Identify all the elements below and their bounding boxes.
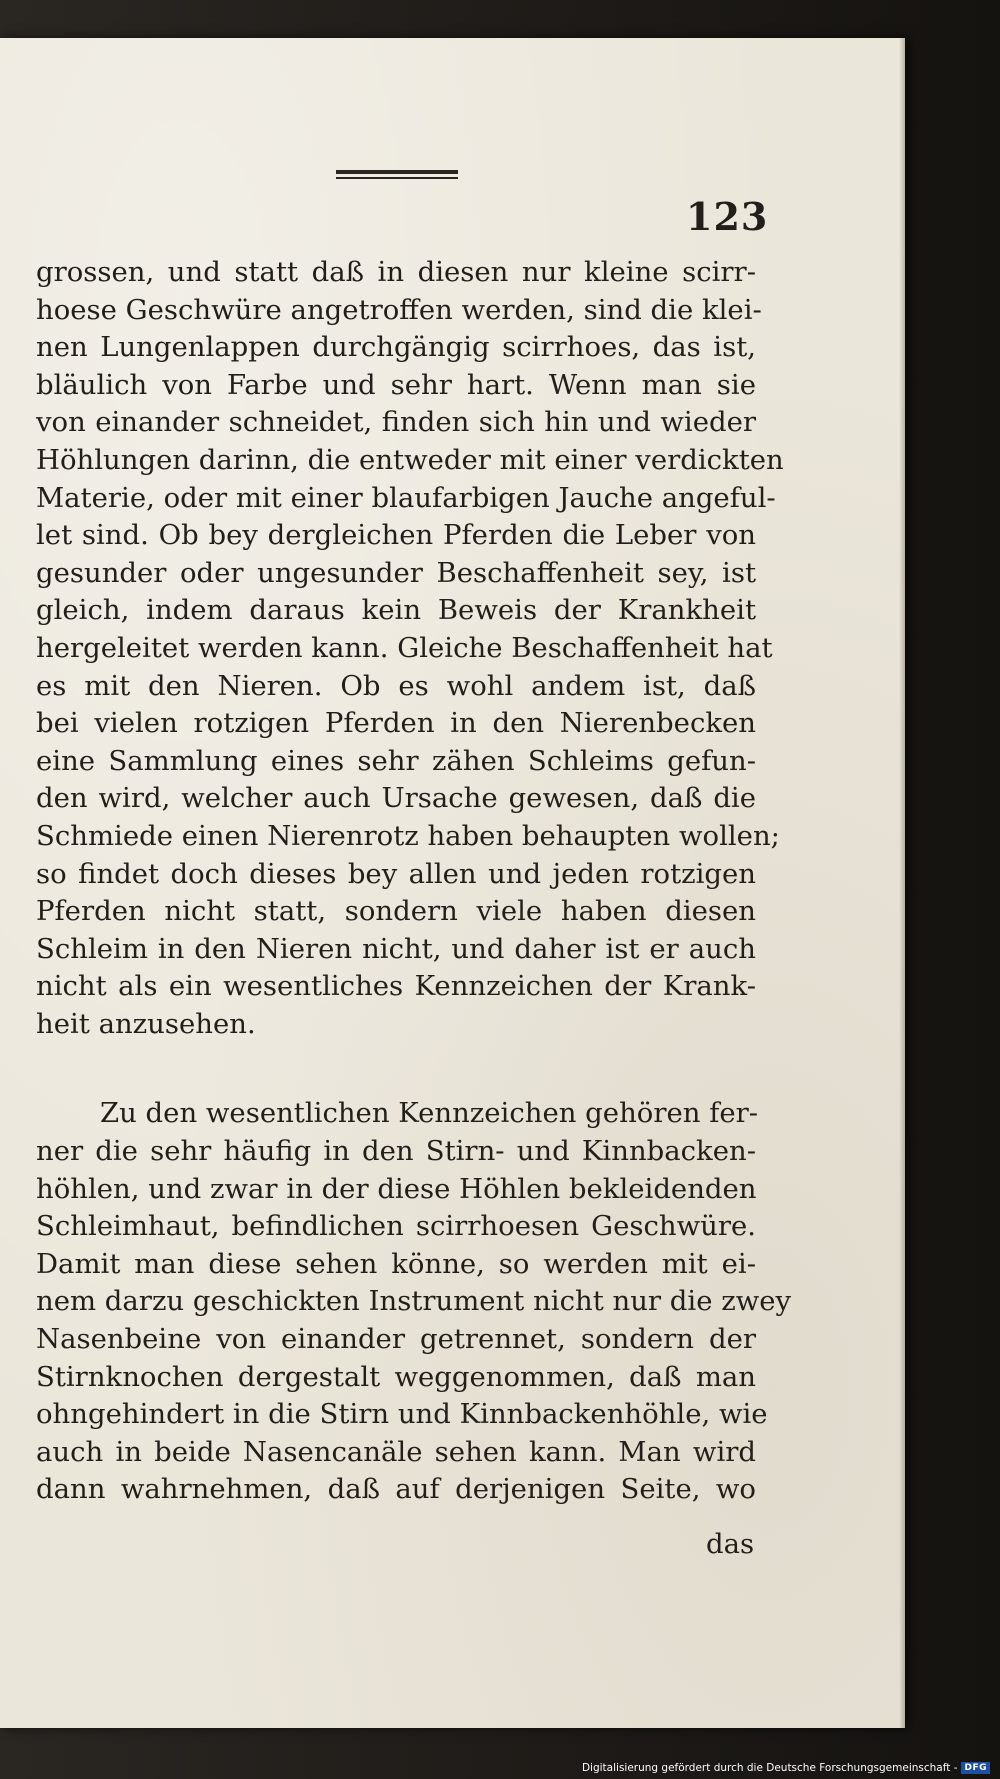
- text-line: Damit man diese sehen könne, so werden mit ei-: [36, 1247, 756, 1280]
- digitization-credit: [582, 1760, 990, 1776]
- text-line: nen Lungenlappen durchgängig scirrhoes, das ist,: [36, 331, 756, 364]
- header-rule-thin: [336, 177, 458, 179]
- text-line: hergeleitet werden kann. Gleiche Beschaffenheit hat: [36, 631, 773, 664]
- header-rule-thick: [336, 170, 458, 174]
- paragraph-2: [36, 1095, 792, 1509]
- page-edge-shadow: [899, 38, 905, 1728]
- text-line: ohngehindert in die Stirn und Kinnbackenhöhle, wie: [36, 1398, 768, 1431]
- text-line: Nasenbeine von einander getrennet, sondern der: [36, 1323, 756, 1356]
- paragraph-gap: [36, 1043, 756, 1095]
- text-line: Stirnknochen dergestalt weggenommen, daß man: [36, 1360, 756, 1393]
- book-page: [0, 38, 905, 1728]
- text-line: höhlen, und zwar in der diese Höhlen bekleidenden: [36, 1172, 757, 1205]
- text-line: hoese Geschwüre angetroffen werden, sind die klei-: [36, 293, 762, 326]
- text-line: dann wahrnehmen, daß auf derjenigen Seite, wo: [36, 1473, 756, 1506]
- text-line: von einander schneidet, finden sich hin und wieder: [36, 406, 756, 439]
- text-line: gleich, indem daraus kein Beweis der Krankheit: [36, 594, 756, 627]
- text-line: bläulich von Farbe und sehr hart. Wenn man sie: [36, 368, 756, 401]
- text-line: Höhlungen darinn, die entweder mit einer verdickten: [36, 443, 784, 476]
- text-line: Materie, oder mit einer blaufarbigen Jauche angeful-: [36, 481, 776, 514]
- text-line: bei vielen rotzigen Pferden in den Nierenbecken: [36, 707, 756, 740]
- text-line: Zu den wesentlichen Kennzeichen gehören fer-: [100, 1097, 759, 1130]
- text-line: den wird, welcher auch Ursache gewesen, daß die: [36, 782, 756, 815]
- text-line: grossen, und statt daß in diesen nur kleine scirr-: [36, 256, 756, 288]
- text-line: so findet doch dieses bey allen und jeden rotzigen: [36, 857, 756, 890]
- header-ornament-rule: [336, 170, 458, 181]
- credit-text: Digitalisierung gefördert durch die Deutsche Forschungsgemeinschaft -: [581, 1762, 958, 1774]
- text-line: eine Sammlung eines sehr zähen Schleims gefun-: [36, 744, 756, 777]
- text-line: Schleimhaut, befindlichen scirrhoesen Geschwüre.: [36, 1210, 756, 1243]
- dfg-logo: DFG: [961, 1762, 990, 1774]
- page-number: 123: [686, 194, 769, 239]
- text-line: nem darzu geschickten Instrument nicht nur die zwey: [36, 1285, 792, 1318]
- text-line: Pferden nicht statt, sondern viele haben diesen: [36, 895, 756, 928]
- text-line: gesunder oder ungesunder Beschaffenheit sey, ist: [36, 556, 756, 589]
- text-line: nicht als ein wesentliches Kennzeichen der Krank-: [36, 970, 756, 1003]
- text-line: heit anzusehen.: [36, 1007, 256, 1040]
- body-text: [36, 254, 792, 1509]
- catchword: das: [706, 1528, 755, 1560]
- paragraph-1: [36, 254, 784, 1043]
- text-line: Schleim in den Nieren nicht, und daher ist er auch: [36, 932, 756, 965]
- text-line: let sind. Ob bey dergleichen Pferden die Leber von: [36, 519, 756, 552]
- text-line: ner die sehr häufig in den Stirn- und Kinnbacken-: [36, 1135, 756, 1168]
- text-line: es mit den Nieren. Ob es wohl andem ist, daß: [36, 669, 756, 702]
- text-line: auch in beide Nasencanäle sehen kann. Man wird: [36, 1435, 756, 1468]
- text-line: Schmiede einen Nierenrotz haben behaupten wollen;: [36, 819, 780, 852]
